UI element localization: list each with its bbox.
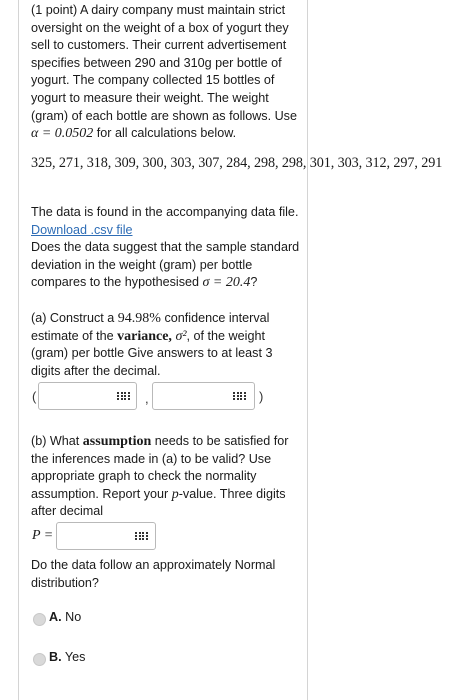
option-b-text: Yes [64,650,86,664]
datafile-section [31,204,307,292]
option-a-letter: A. [49,610,62,624]
option-a-label[interactable] [49,610,81,624]
intro-line-4: specifies between 290 and 310g per bottle of [31,55,282,70]
keyboard-icon[interactable] [117,391,130,401]
p-value-label: P = [32,528,54,543]
p-value-input[interactable] [56,522,156,550]
data-values: 325, 271, 318, 309, 300, 303, 307, 284, 298, 298, 301, 303, 312, 297, 291 [31,155,443,171]
option-b-label[interactable] [49,650,85,664]
intro-line-2: oversight on the weight of a box of yogurt they [31,20,289,35]
part-b-line-4 [31,486,307,504]
datafile-text: The data is found in the accompanying data file. [31,205,299,219]
close-paren: ) [259,389,264,404]
part-a-l2a: estimate of the [31,328,118,343]
part-b-l4a: assumption. Report your [31,486,172,501]
open-paren: ( [32,389,37,404]
question-mark: ? [250,275,258,290]
intro-line-5: yogurt. The company collected 15 bottles of [31,73,275,88]
intro-line-3: sell to customers. Their current advertisement [31,38,287,53]
part-b-line-1 [31,433,307,451]
part-a-l1a: (a) Construct a [31,311,118,325]
keyboard-icon[interactable] [233,391,246,401]
part-a-l1b: confidence interval [160,311,270,325]
normality-question [31,557,307,592]
sigma-squared: σ² [171,328,187,344]
download-csv-link[interactable]: Download .csv file [31,222,133,237]
part-b-l4b: -value. Three digits [178,486,286,501]
option-a-radio[interactable] [33,613,46,626]
part-b-line-3: appropriate graph to check the normality [31,469,257,484]
part-b-text [31,433,307,521]
option-b-letter: B. [49,650,62,664]
question-line-1: Does the data suggest that the sample standard [31,240,300,255]
part-b-line-5: after decimal [31,504,104,519]
option-b-radio[interactable] [33,653,46,666]
alpha-expression: α = 0.0502 [31,126,94,142]
intro-line-7: (gram) of each bottle are shown as follows. Use [31,108,297,123]
normality-line-1: Do the data follow an approximately Normal [31,558,276,572]
confidence-level: 94.98% [117,311,161,326]
alpha-tail: for all calculations below. [93,126,237,141]
question-line-3 [31,274,307,292]
part-a-text [31,310,307,380]
p-variable: p [171,486,179,502]
ci-lower-input[interactable] [38,382,137,410]
part-a-line-1 [31,310,307,328]
problem-intro [31,2,307,143]
assumption-word: assumption [82,434,152,449]
ci-upper-input[interactable] [152,382,255,410]
comma-separator: , [145,391,149,406]
question-line-3-text: compares to the hypothesised [31,275,203,290]
keyboard-icon[interactable] [135,531,148,541]
intro-line-6: yogurt to measure their weight. The weight [31,90,269,105]
part-b-l1b: needs to be satisfied for [151,434,289,448]
part-b-line-2: the inferences made in (a) to be valid? Use [31,451,272,466]
part-a-l2b: , of the weight [186,328,265,343]
intro-line-1: (1 point) A dairy company must maintain strict [31,3,286,17]
normality-line-2: distribution? [31,575,99,590]
question-line-2: deviation in the weight (gram) per bottle [31,257,253,272]
sigma-expression: σ = 20.4 [202,275,251,291]
part-b-l1a: (b) What [31,434,83,448]
variance-word: variance, [117,328,172,344]
part-a-line-3: (gram) per bottle Give answers to at least 3 [31,346,273,361]
part-a-line-4: digits after the decimal. [31,363,161,378]
part-a-line-2 [31,328,307,346]
intro-line-8 [31,125,307,143]
option-a-text: No [65,610,82,624]
